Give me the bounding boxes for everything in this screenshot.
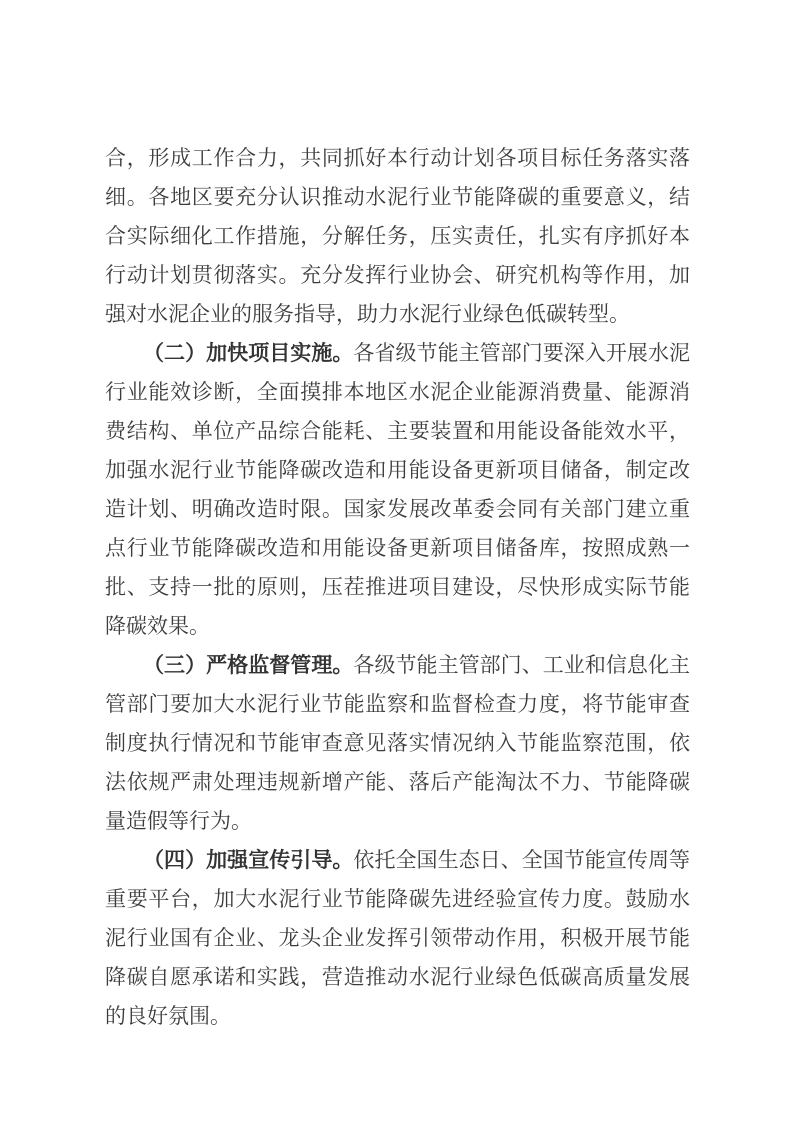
paragraph-heading: （四）加强宣传引导。 [143, 848, 354, 872]
paragraph-item-2 [105, 334, 690, 646]
paragraph-heading: （二）加快项目实施。 [143, 341, 354, 365]
paragraph-item-4 [105, 841, 690, 1036]
paragraph-body: 各省级节能主管部门要深入开展水泥行业能效诊断，全面摸排本地区水泥企业能源消费量、能源消费结构、单位产品综合能耗、主要装置和用能设备能效水平，加强水泥行业节能降碳改造和用能设备更新项目储备，制定改造计划、明确改造时限。国家发展改革委会同有关部门建立重点行业节能降碳改造和用能设备更新项目储备库，按照成熟一批、支持一批的原则，压茬推进项目建设，尽快形成实际节能降碳效果。 [105, 341, 691, 638]
paragraph-body: 合，形成工作合力，共同抓好本行动计划各项目标任务落实落细。各地区要充分认识推动水泥行业节能降碳的重要意义，结合实际细化工作措施，分解任务，压实责任，扎实有序抓好本行动计划贯彻落实。充分发挥行业协会、研究机构等作用，加强对水泥企业的服务指导，助力水泥行业绿色低碳转型。 [105, 146, 690, 326]
document-body [105, 139, 690, 1036]
paragraph-item-3 [105, 646, 690, 841]
paragraph-continuation [105, 139, 690, 334]
paragraph-body: 各级节能主管部门、工业和信息化主管部门要加大水泥行业节能监察和监督检查力度，将节能审查制度执行情况和节能审查意见落实情况纳入节能监察范围，依法依规严肃处理违规新增产能、落后产能淘汰不力、节能降碳量造假等行为。 [105, 653, 691, 833]
paragraph-heading: （三）严格监督管理。 [143, 653, 354, 677]
paragraph-body: 依托全国生态日、全国节能宣传周等重要平台，加大水泥行业节能降碳先进经验宣传力度。鼓励水泥行业国有企业、龙头企业发挥引领带动作用，积极开展节能降碳自愿承诺和实践，营造推动水泥行业绿色低碳高质量发展的良好氛围。 [105, 848, 691, 1028]
